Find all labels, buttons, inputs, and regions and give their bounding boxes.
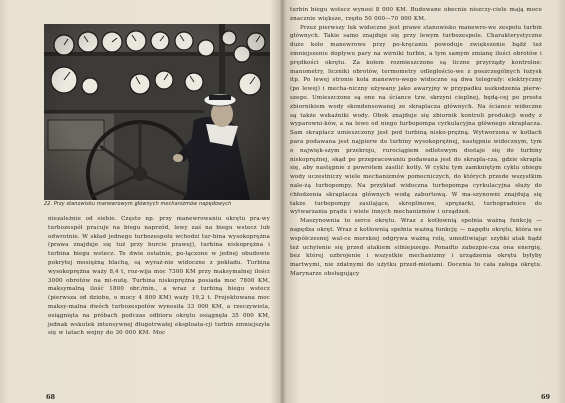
right-page-text [290, 6, 542, 279]
page-number-right: 69 [541, 393, 551, 401]
machinery-photo [44, 24, 270, 200]
left-page [0, 0, 281, 403]
left-page-paragraph: niezależnie od siebie. Często np. przy manewrowaniu okrętu pra-wy turbozespół pracuje na biegu naprzód, lewy zaś na biegu wstecz lub odwrotnie. W skład jednego turbozespołu wchodzi tur-bina wysokoprężna (prawa znajduje się tuż przy burcie prawej), turbina niskoprężna i turbina biegu wstecz. Te dwie ostatnie, po-łączone w jednej obudowie pokrytej mosiężną blachą, są wyraź-nie widoczne z pokładu. Turbina wysokoprężna waży 8,4 t, roz-wija moc 7300 KM przy maksymalnej ilości 3000 obrotów na mi-nutę. Turbina niskoprężna posiada moc 7800 KM, maksymalną ilość 1800 obr./min., a wraz z turbiną biegu wstecz (pierwsza od dziobu, o mocy 4 800 KM) waży 19,2 t. Projektowana moc maksy-malna dwóch turbozespołów wynosiła 33 000 KM, a rzeczywista, osiągnięta na próbach podczas odbioru okrętu osiągnęła 35 000 KM, jednak wskutek intensywnej długotrwałej eksploata-cji turbin zmniejszyła się w latach wojny do 30 000 KM. Moc [48, 216, 270, 337]
page-number-left: 68 [46, 393, 56, 401]
right-paragraph-2: Przez pierwszy luk widoczne jest prawe stanowisko manewro-we zespołu turbin głównych. Takie samo znajduje się przy lewym turbozespole. Charakterystyczne duże koło manewrowe przy po-kręcaniu powoduje zwiększenie bądź też zmniejszenie dopływu pary na wirniki turbin, a tym samym zmianę ilości obrotów i prędkości okrętu. Za kołem rozmieszczone są liczne przyrządy kontrolne: manometry, liczniki obrotów, termometry odległościo-we z poszczególnych łożysk itp. Po lewej stronie koła manewro-wego widoczne są dwa telegrafy: elektryczny (po lewej) i mecha-niczny używany jako awaryjny w przypadku uszkodzenia pierw-szego. Umieszczone są one na ściance tzw. skrzyni cieplnej, będą-cej po prostu zbiornikiem wody skondensowanej ze skraplacza głównych. Na ściance widoczne są także wskaźniki wody. Obok znajduje się zbiornik kontroli produkcji wody z wyparowni-ków, a na lewo od niego turbopompa cyrkulacyjna głównego skraplacza. Sam skraplacz umieszczony jest pod turbiną nisko-prężną. Wytworzona w kotłach para podawana jest najpierw do turbiny wysokoprężnej, następnie widocznym, tym o najwięk-szym przekroju, rurociągiem odlotowym dostaje się do turbiny niskoprężnej, skąd po przepracowaniu podawana jest do skrapla-cza, gdzie skrapla się, aby następnie z powrotem zasilić kotły. W cyklu tym zamkniętym cyklu obiegu wody uczestniczy wiele mechanizmów pomocniczych, do których przede wszystkim nale-żą turbopompy. Na przykład widoczna turbopompa cyrkulacyjna służy do chłodzenia skraplacza głównych wodą zaburtową. W ma-szynowni znajdują się także turbopompy zasilające, skroplinowe, sprężarki, turbopradnice do wytwarzania prądu i wiele innych mechanizmów i urządzeń. [290, 24, 542, 216]
right-paragraph-3: Maszynownia to serce okrętu. Wraz z kotłownią spełnia ważną funkcję — napędza okręt. Wraz z kotłownią spełnia ważną funkcję — napędu okrętu, która we współczesnej wal-ce morskiej odgrywa ważną rolę, umożliwiając szybki atak bądź też uchylenie się przed atakiem silniejszego. Ponadto zabezpie-cza ona energię, bez której uzbrojenie i wszystkie mechanizmy i urządzenia okrętu byłyby martwymi, nie zdatnymi do użytku przed-miotami. Docenia to cała załoga okrętu. Marynarze obsługujący [290, 218, 542, 277]
photo-caption: 22. Przy stanowisku manewrowym głównych mechanizmów napędowych [44, 201, 232, 207]
right-page [283, 0, 565, 403]
right-paragraph-1: turbin biegu wstecz wynosi 8 000 KM. Budowane obecnie niszczy-ciele mają moce znacznie większe, rzędu 50 000—70 000 KM. [290, 7, 542, 22]
photo-gauge-panel [44, 24, 270, 200]
